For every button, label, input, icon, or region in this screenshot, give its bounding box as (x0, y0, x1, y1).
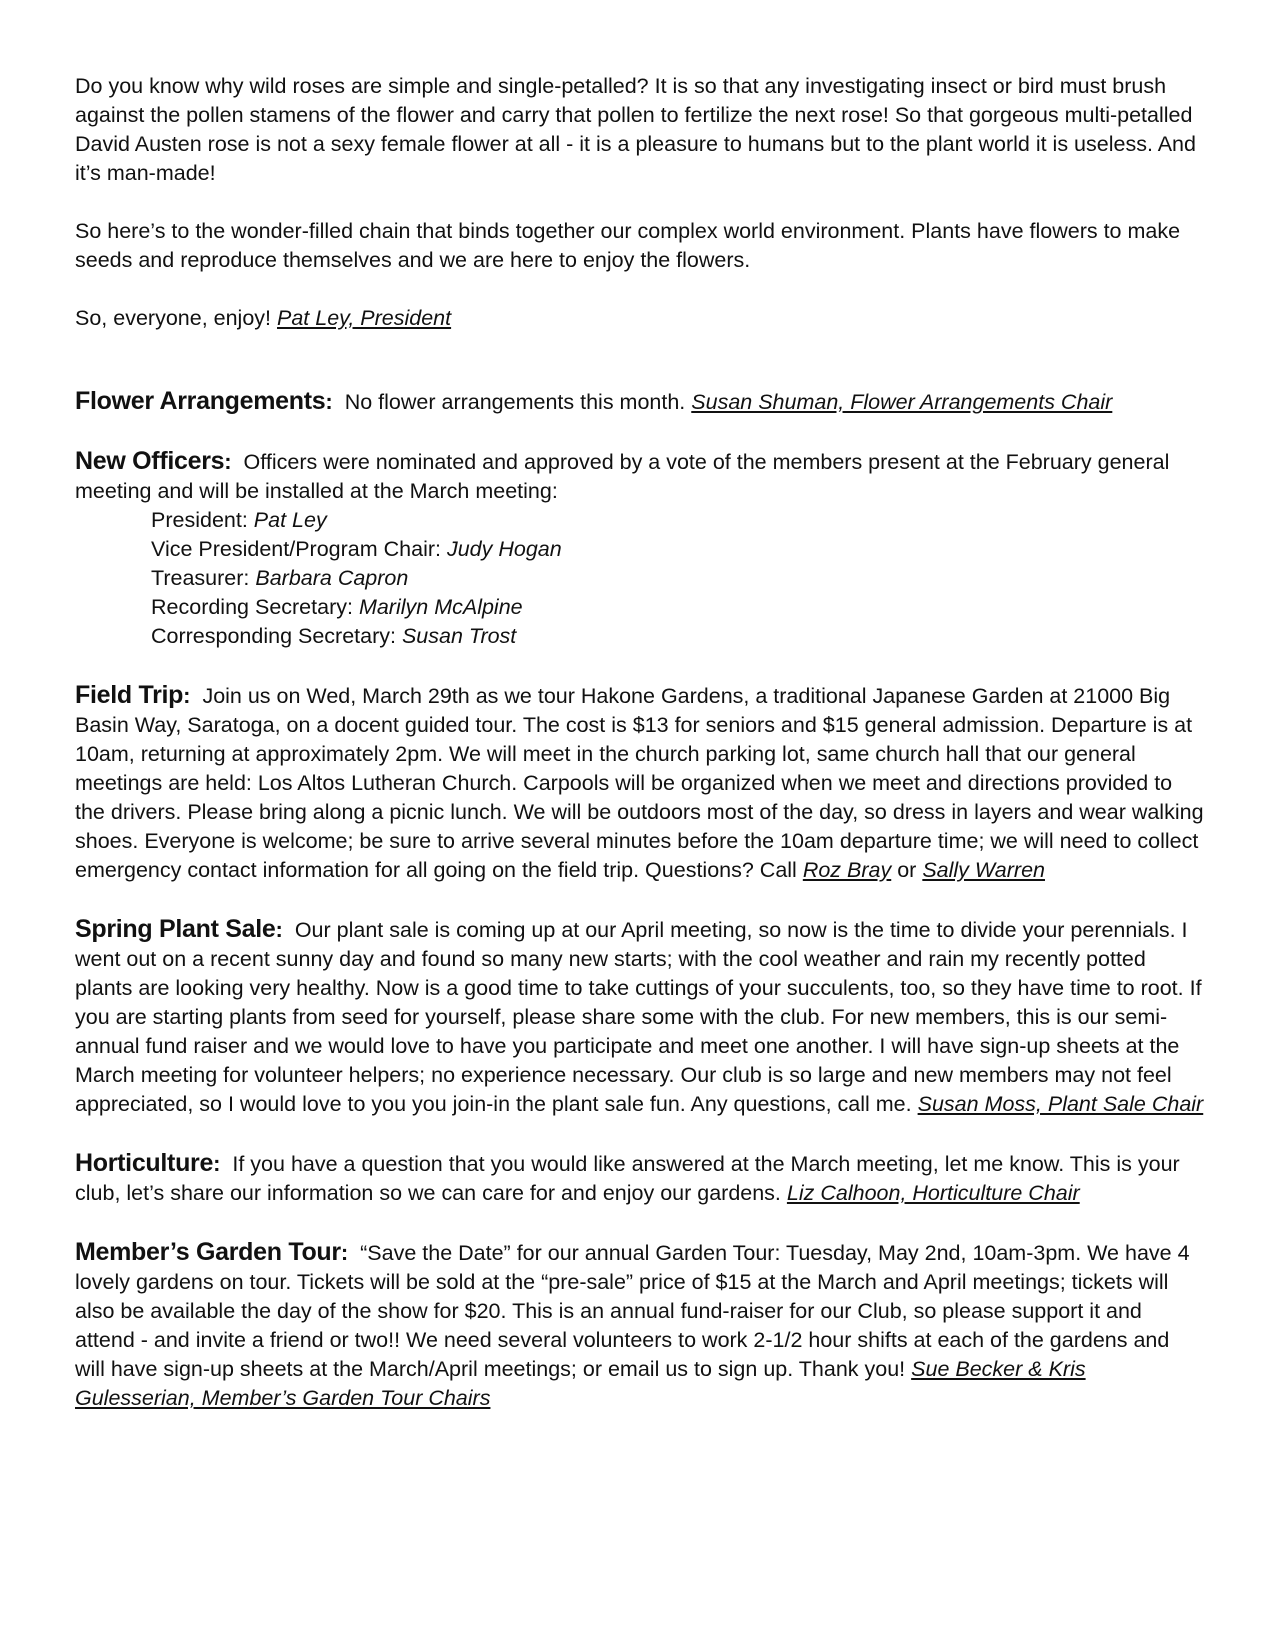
officer-list (75, 506, 1205, 651)
horticulture-section (75, 1149, 1205, 1208)
officer-role: President: (151, 508, 248, 532)
heading-colon: : (183, 683, 191, 708)
horticulture-heading: Horticulture (75, 1149, 214, 1177)
new-officers-heading: New Officers (75, 447, 225, 475)
newsletter-page (75, 72, 1205, 1443)
officer-role: Vice President/Program Chair: (151, 537, 441, 561)
horticulture-body: If you have a question that you would like answered at the March meeting, let me know. This is your club, let’s share our information so we can care for and enjoy our gardens. (75, 1152, 1180, 1205)
plant-sale-signature: Susan Moss, Plant Sale Chair (917, 1092, 1204, 1116)
officer-name: Judy Hogan (446, 537, 562, 561)
horticulture-signature: Liz Calhoon, Horticulture Chair (786, 1181, 1080, 1205)
heading-colon: : (213, 1151, 221, 1176)
officer-item (151, 506, 1205, 535)
field-trip-heading: Field Trip (75, 681, 184, 709)
new-officers-body: Officers were nominated and approved by a vote of the members present at the February general meeting and will be installed at the March meeting: (75, 450, 1170, 503)
flower-arrangements-signature: Susan Shuman, Flower Arrangements Chair (691, 390, 1113, 414)
president-signature: Pat Ley, President (277, 306, 452, 330)
section-spacer (75, 333, 1205, 387)
officer-name: Susan Trost (401, 624, 517, 648)
heading-colon: : (325, 389, 333, 414)
officer-item (151, 535, 1205, 564)
closing-text: So, everyone, enjoy! (75, 306, 272, 330)
garden-tour-section (75, 1238, 1205, 1413)
officer-role: Treasurer: (151, 566, 250, 590)
officer-item (151, 593, 1205, 622)
contact-connector: or (897, 858, 917, 882)
garden-tour-body: “Save the Date” for our annual Garden Tour: Tuesday, May 2nd, 10am-3pm. We have 4 lovely gardens on tour. Tickets will be sold at the “pre-sale” price of $15 at the March and April meetings; tickets will also be available the day of the show for $20. This is an annual fund-raiser for our Club, so please support it and attend - and invite a friend or two!! We need several volunteers to work 2-1/2 hour shifts at each of the gardens and will have sign-up sheets at the March/April meetings; or email us to sign up. Thank you! (75, 1241, 1190, 1381)
officer-name: Marilyn McAlpine (358, 595, 523, 619)
heading-colon: : (275, 917, 283, 942)
officer-item (151, 622, 1205, 651)
garden-tour-signature: Sue Becker & Kris Gulesserian, Member’s Garden Tour Chairs (75, 1357, 1086, 1410)
spring-plant-sale-section (75, 915, 1205, 1119)
intro-paragraph-chain: So here’s to the wonder-filled chain that binds together our complex world environment. Plants have flowers to make seeds and reproduce themselves and we are here to enjoy the flowers. (75, 219, 1181, 272)
plant-sale-body: Our plant sale is coming up at our April meeting, so now is the time to divide your perennials. I went out on a recent sunny day and found so many new starts; with the cool weather and rain my recently potted plants are looking very healthy. Now is a good time to take cuttings of your succulents, too, so they have time to root. If you are starting plants from seed for yourself, please share some with the club. For new members, this is our semi-annual fund raiser and we would love to have you participate and meet one another. I will have sign-up sheets at the March meeting for volunteer helpers; no experience necessary. Our club is so large and new members may not feel appreciated, so I would love to you you join-in the plant sale fun. Any questions, call me. (75, 918, 1202, 1116)
contact-sally-warren: Sally Warren (922, 858, 1045, 882)
field-trip-section (75, 681, 1205, 885)
flower-arrangements-section (75, 387, 1205, 417)
heading-colon: : (340, 1240, 349, 1265)
officer-role: Recording Secretary: (151, 595, 353, 619)
contact-roz-bray: Roz Bray (802, 858, 892, 882)
officer-role: Corresponding Secretary: (151, 624, 396, 648)
intro-closing (75, 304, 1205, 333)
officer-name: Pat Ley (253, 508, 327, 532)
intro-paragraph-roses: Do you know why wild roses are simple and single-petalled? It is so that any investigating insect or bird must brush against the pollen stamens of the flower and carry that pollen to fertilize the next rose! So that gorgeous multi-petalled David Austen rose is not a sexy female flower at all - it is a pleasure to humans but to the plant world it is useless. And it’s man-made! (75, 74, 1196, 185)
flower-arrangements-body: No flower arrangements this month. (344, 390, 686, 414)
officer-item (151, 564, 1205, 593)
plant-sale-heading: Spring Plant Sale (75, 915, 276, 943)
new-officers-section (75, 447, 1205, 651)
heading-colon: : (224, 449, 232, 474)
officer-name: Barbara Capron (255, 566, 409, 590)
garden-tour-heading: Member’s Garden Tour (75, 1238, 341, 1266)
flower-arrangements-heading: Flower Arrangements (75, 387, 326, 415)
field-trip-body: Join us on Wed, March 29th as we tour Hakone Gardens, a traditional Japanese Garden at 21000 Big Basin Way, Saratoga, on a docent guided tour. The cost is $13 for seniors and $15 general admission. Departure is at 10am, returning at approximately 2pm. We will meet in the church parking lot, same church hall that our general meetings are held: Los Altos Lutheran Church. Carpools will be organized when we meet and directions provided to the drivers. Please bring along a picnic lunch. We will be outdoors most of the day, so dress in layers and wear walking shoes. Everyone is welcome; be sure to arrive several minutes before the 10am departure time; we will need to collect emergency contact information for all going on the field trip. Questions? Call (75, 684, 1204, 882)
